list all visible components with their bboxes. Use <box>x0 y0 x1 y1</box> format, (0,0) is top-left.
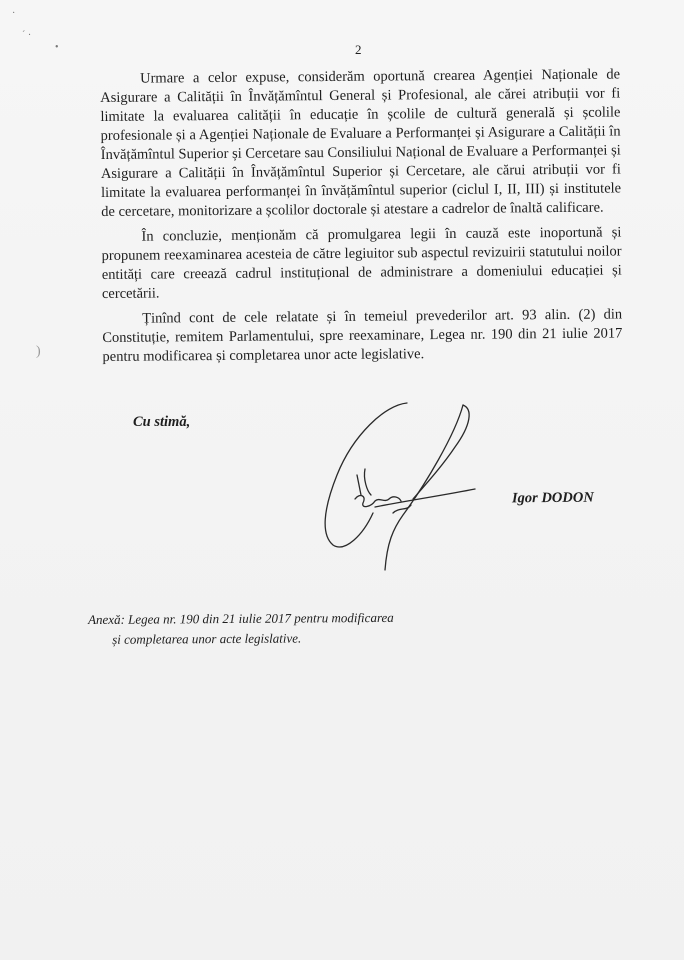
handwritten-signature <box>315 395 500 580</box>
letter-body <box>100 65 623 373</box>
paragraph-2: În concluzie, menționăm că promulgarea legii în cauză este inoportună și propunem reexaminarea acesteia de către legiuitor sub aspectul revizuirii statutului noilor entități care creează cadrul instituțional de administrare a domeniului educației și cercetării. <box>101 224 622 302</box>
scan-speck: ˊ · <box>22 30 32 41</box>
scan-speck: · <box>12 8 16 19</box>
page-number: 2 <box>355 42 362 57</box>
scan-speck: ) <box>36 344 41 359</box>
paragraph-1: Urmare a celor expuse, considerăm oportună crearea Agenției Naționale de Asigurare a Calității în Învățămîntul General și Profesional, ale cărei atribuții vor fi limitate la evaluarea calității în educație în școlile de cultură generală și școlile profesionale și a Agenției Naționale de Evaluare a Performanței și Asigurare a Calității în Învățămîntul Superior și Cercetare sau Consiliului Național de Evaluare a Performanței și Asigurare a Calității în Învățămîntul Superior și Cercetare, ale cărui atribuții vor fi limitate la evaluarea performanței în învățămîntul superior (ciclul I, II, III) și institutele de cercetare, monitorizare a școlilor doctorale și atestare a cadrelor de înaltă calificare. <box>100 66 622 220</box>
annex-line-1: Anexă: Legea nr. 190 din 21 iulie 2017 pentru modificarea <box>88 609 394 627</box>
annex-line-2: și completarea unor acte legislative. <box>112 630 302 647</box>
scan-speck: • <box>55 42 59 53</box>
closing-salutation: Cu stimă, <box>133 414 191 430</box>
paragraph-3: Ținînd cont de cele relatate și în temeiul prevederilor art. 93 alin. (2) din Constituție, remitem Parlamentului, spre reexaminare, Legea nr. 190 din 21 iulie 2017 pentru modificarea și completarea unor acte legislative. <box>102 306 623 365</box>
annex-note <box>88 608 394 650</box>
signatory-name: Igor DODON <box>511 489 594 507</box>
